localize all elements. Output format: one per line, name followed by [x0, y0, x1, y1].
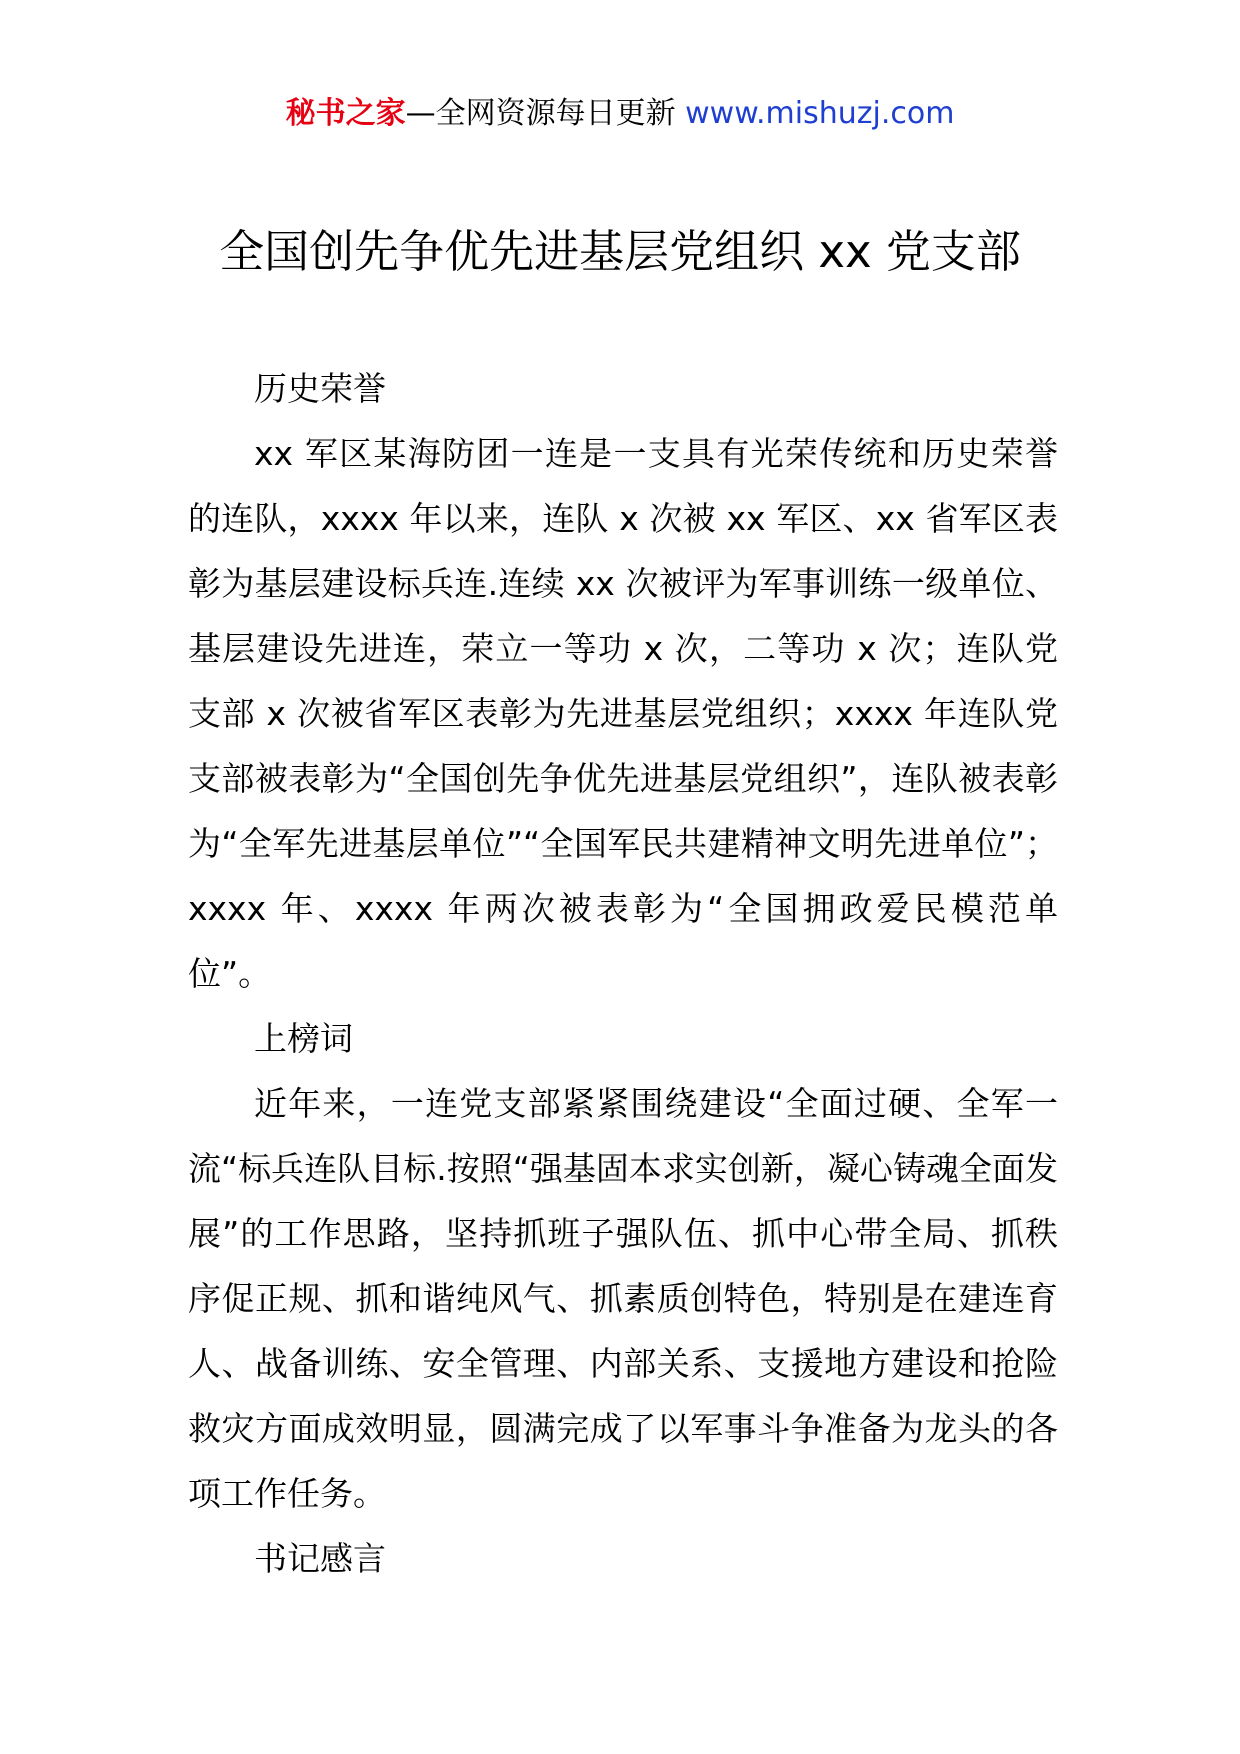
site-url-link[interactable]: www.mishuzj.com — [685, 96, 955, 131]
paragraph-citation: 近年来，一连党支部紧紧围绕建设“全面过硬、全军一流“标兵连队目标.按照“强基固本求实创新，凝心铸魂全面发展”的工作思路，坚持抓班子强队伍、抓中心带全局、抓秩序促正规、抓和谐纯风气、抓素质创特色，特别是在建连育人、战备训练、安全管理、内部关系、支援地方建设和抢险救灾方面成效明显，圆满完成了以军事斗争准备为龙头的各项工作任务。 — [188, 1084, 1058, 1513]
site-brand: 秘书之家 — [285, 96, 406, 131]
section-heading-secretary: 书记感言 — [254, 1539, 386, 1578]
site-header — [0, 94, 1240, 134]
site-slogan: —全网资源每日更新 — [405, 96, 686, 131]
document-body — [188, 356, 1058, 1591]
paragraph-honors: xx 军区某海防团一连是一支具有光荣传统和历史荣誉的连队，xxxx 年以来，连队 x 次被 xx 军区、xx 省军区表彰为基层建设标兵连.连续 xx 次被评为军事训练一级单位、基层建设先进连，荣立一等功 x 次，二等功 x 次；连队党支部 x 次被省军区表彰为先进基层党组织；xxxx 年连队党支部被表彰为“全国创先争优先进基层党组织”，连队被表彰为“全军先进基层单位”“全国军民共建精神文明先进单位”；xxxx 年、xxxx 年两次被表彰为“全国拥政爱民模范单位”。 — [188, 434, 1058, 993]
document-title: 全国创先争优先进基层党组织 xx 党支部 — [219, 225, 1021, 278]
section-heading-honors: 历史荣誉 — [254, 369, 386, 408]
section-heading-citation: 上榜词 — [254, 1019, 353, 1058]
